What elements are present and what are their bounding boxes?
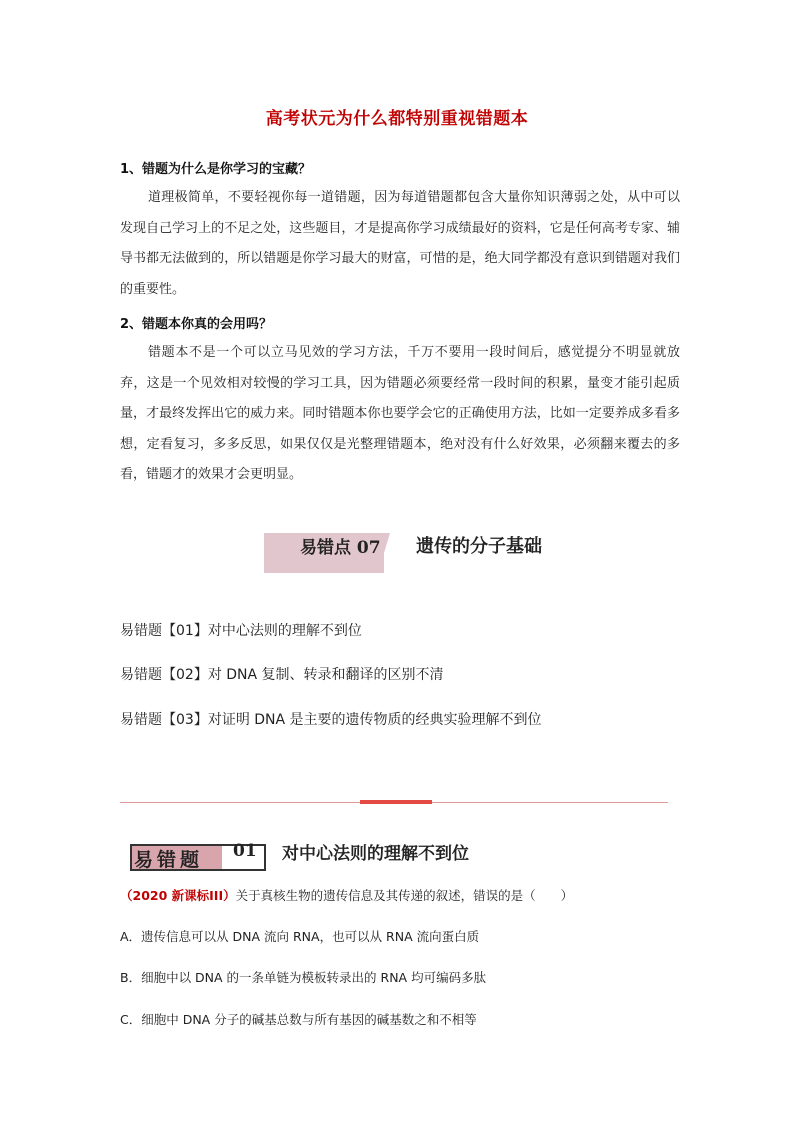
question-stem-line xyxy=(120,886,573,904)
option-a: A．遗传信息可以从 DNA 流向 RNA，也可以从 RNA 流向蛋白质 xyxy=(120,929,480,944)
section-paragraph-1: 道理极简单，不要轻视你每一道错题，因为每道错题都包含大量你知识薄弱之处，从中可以发现自己学习上的不足之处，这些题目，才是提高你学习成绩最好的资料，它是任何高考专家、辅导书都无法做到的，所以错题是你学习最大的财富，可惜的是，绝大同学都没有意识到错题对我们的重要性。 xyxy=(120,190,680,297)
question-tag-number: 01 xyxy=(233,841,257,861)
section-paragraph-2: 错题本不是一个可以立马见效的学习方法，千万不要用一段时间后，感觉提分不明显就放弃，这是一个见效相对较慢的学习工具，因为错题必须要经常一段时间的积累，量变才能引起质量，才最终发挥出它的威力来。同时错题本你也要学会它的正确使用方法，比如一定要养成多看多想，定看复习，多多反思，如果仅仅是光整理错题本，绝对没有什么好效果，必须翻来覆去的多看，错题才的效果才会更明显。 xyxy=(120,345,680,482)
question-stem: 关于真核生物的遗传信息及其传递的叙述，错误的是（ ） xyxy=(235,888,574,903)
error-item-1: 易错题【01】对中心法则的理解不到位 xyxy=(120,623,362,639)
error-item-3: 易错题【03】对证明 DNA 是主要的遗传物质的经典实验理解不到位 xyxy=(120,712,542,728)
page-title: 高考状元为什么都特别重视错题本 xyxy=(265,109,529,129)
question-source: （2020 新课标III） xyxy=(120,888,236,903)
option-c: C．细胞中 DNA 分子的碱基总数与所有基因的碱基数之和不相等 xyxy=(120,1012,477,1027)
section-heading-1: 1、错题为什么是你学习的宝藏？ xyxy=(120,162,312,177)
banner-label: 易错点 07 xyxy=(300,538,381,558)
section-heading-2: 2、错题本你真的会用吗？ xyxy=(120,317,273,332)
error-item-2: 易错题【02】对 DNA 复制、转录和翻译的区别不清 xyxy=(120,667,444,683)
option-b: B．细胞中以 DNA 的一条单链为模板转录出的 RNA 均可编码多肽 xyxy=(120,970,487,985)
banner-topic: 遗传的分子基础 xyxy=(416,536,542,557)
divider-accent xyxy=(360,800,432,804)
question-topic: 对中心法则的理解不到位 xyxy=(282,844,469,864)
question-tag-label: 易错题 xyxy=(134,849,204,871)
